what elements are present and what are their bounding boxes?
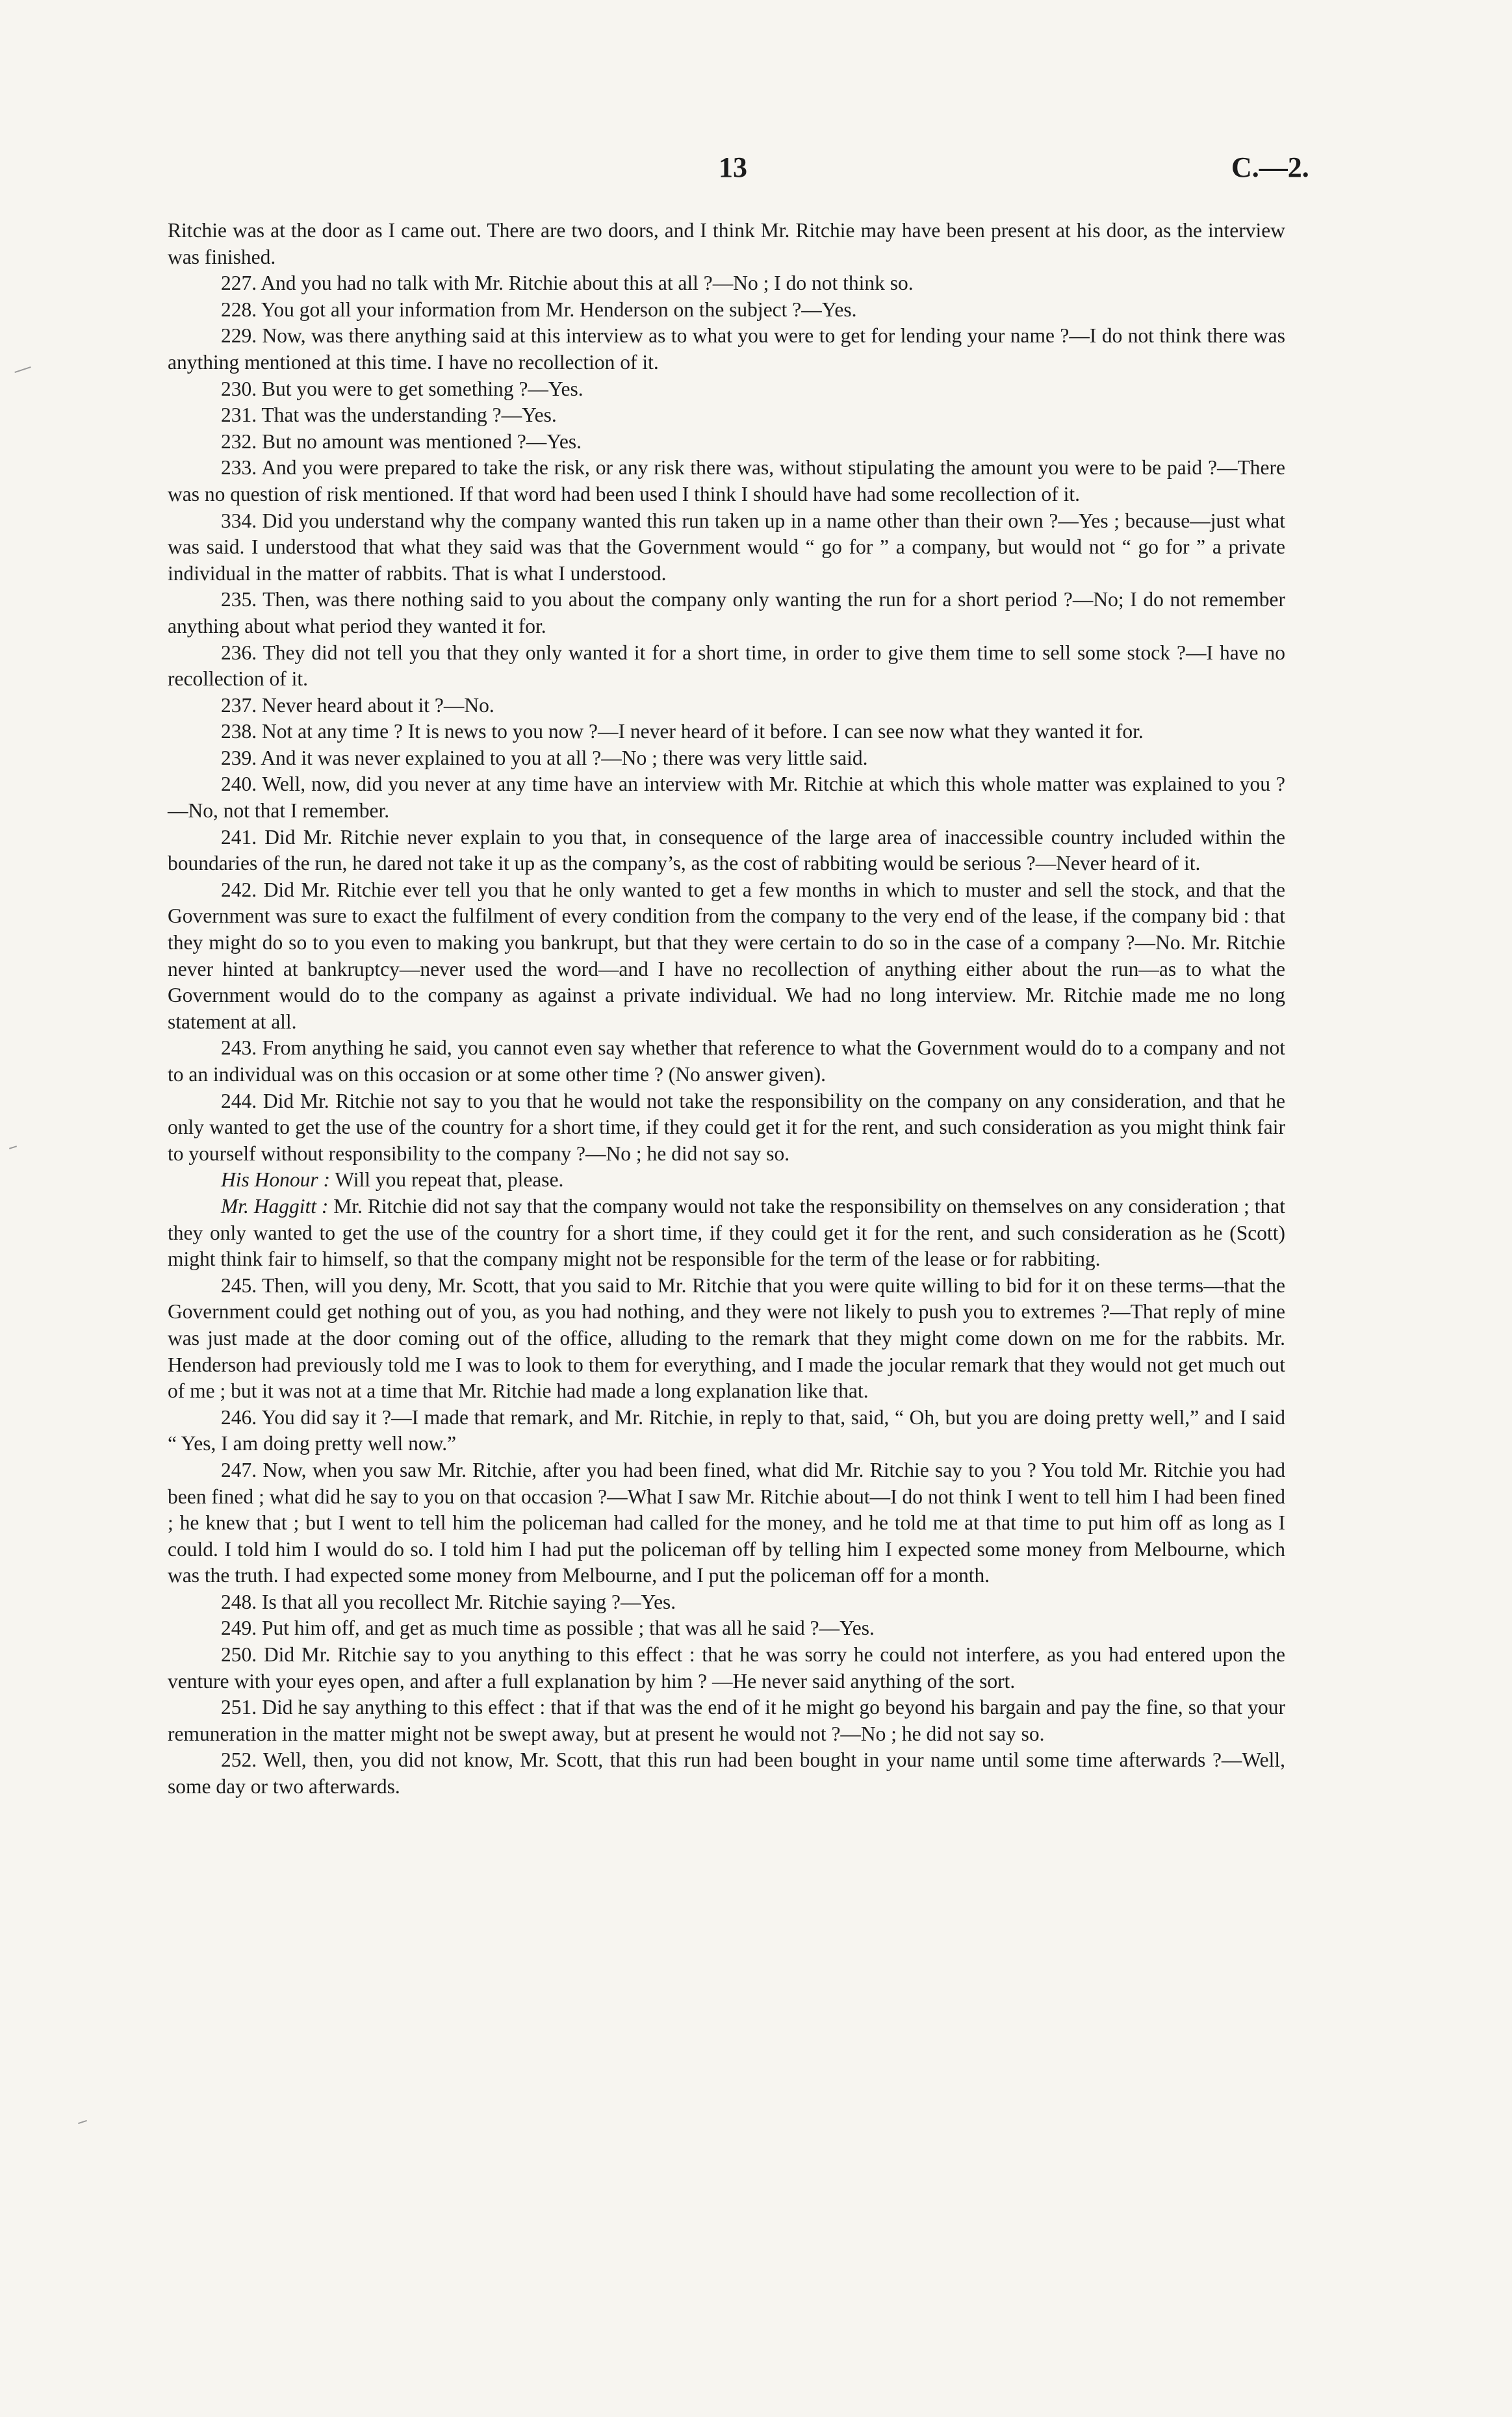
paragraph: Mr. Haggitt : Mr. Ritchie did not say that the company would not take the responsibility on themselves on any consideration ; that they only wanted to get the use of the country for a short time, if they could get it for the rent, and such consideration as he (Scott) might think fair to himself, so that the company might not be responsible for the term of the lease or for rabbiting. xyxy=(168,1194,1285,1271)
paragraph: 249. Put him off, and get as much time as possible ; that was all he said ?—Yes. xyxy=(221,1617,875,1640)
page-number: 13 xyxy=(719,151,747,183)
paragraph: 246. You did say it ?—I made that remark, and Mr. Ritchie, in reply to that, said, “ Oh, but you are doing pretty well,” and I said “ Yes, I am doing pretty well now.” xyxy=(168,1405,1285,1455)
paragraph: 229. Now, was there anything said at this interview as to what you were to get for lending your name ?—I do not think there was anything mentioned at this time. I have no recollection of it. xyxy=(168,324,1285,374)
paragraph: 251. Did he say anything to this effect : that if that was the end of it he might go beyond his bargain and pay the fine, so that your remuneration in the matter might not be swept away, but at present he would not ?—No ; he did not say so. xyxy=(168,1696,1285,1745)
paragraph: 242. Did Mr. Ritchie ever tell you that he only wanted to get a few months in which to muster and sell the stock, and that the Government was sure to exact the fulfilment of every condition from the company to the very end of the lease, if the company bid : that they might do so to you even to making you bankrupt, but that they were certain to do so in the case of a company ?—No. Mr. Ritchie never hinted at bankruptcy—never used the word—and I have no recollection of anything either about the run—as to what the Government would do to the company as against a private individual. We had no long interview. Mr. Ritchie made me no long statement at all. xyxy=(168,878,1285,1033)
margin-mark xyxy=(14,366,31,373)
paragraph: 240. Well, now, did you never at any time have an interview with Mr. Ritchie at which this whole matter was explained to you ?—No, not that I remember. xyxy=(168,773,1285,823)
paragraph: 231. That was the understanding ?—Yes. xyxy=(221,403,557,427)
paragraph: 227. And you had no talk with Mr. Ritchie about this at all ?—No ; I do not think so. xyxy=(221,272,914,295)
paragraph: 239. And it was never explained to you at all ?—No ; there was very little said. xyxy=(221,746,868,769)
paragraph: 237. Never heard about it ?—No. xyxy=(221,693,494,717)
margin-mark xyxy=(78,2120,87,2124)
paragraph: Ritchie was at the door as I came out. There are two doors, and I think Mr. Ritchie may have been present at his door, as the interview was finished. xyxy=(168,219,1285,268)
paragraph: 244. Did Mr. Ritchie not say to you that he would not take the responsibility on the company on any consideration, and that he only wanted to get the use of the country for a short time, if they could get it for the rent, and such consideration as you might think fair to yourself without responsibility to the company ?—No ; he did not say so. xyxy=(168,1089,1285,1165)
document-code: C.—2. xyxy=(1231,151,1309,183)
paragraph: 233. And you were prepared to take the risk, or any risk there was, without stipulating the amount you were to be paid ?—There was no question of risk mentioned. If that word had been used I think I should have had some recollection of it. xyxy=(168,456,1285,505)
paragraph: 236. They did not tell you that they only wanted it for a short time, in order to give them time to sell some stock ?—I have no recollection of it. xyxy=(168,641,1285,691)
speaker-label: His Honour : xyxy=(221,1168,331,1192)
paragraph: 228. You got all your information from Mr. Henderson on the subject ?—Yes. xyxy=(221,298,857,321)
margin-mark xyxy=(9,1145,17,1149)
paragraph: 245. Then, will you deny, Mr. Scott, that you said to Mr. Ritchie that you were quite willing to bid for it on these terms—that the Government could get nothing out of you, as you had nothing, and they were not likely to push you to extremes ?—That reply of mine was just made at the door coming out of the office, alluding to the remark that they might come down on me for the rabbits. Mr. Henderson had previously told me I was to look to them for everything, and I made the jocular remark that they would not get much out of me ; but it was not at a time that Mr. Ritchie had made a long explanation like that. xyxy=(168,1273,1285,1403)
paragraph: 230. But you were to get something ?—Yes. xyxy=(221,377,583,400)
document-body xyxy=(168,218,1285,1800)
paragraph: 235. Then, was there nothing said to you about the company only wanting the run for a short period ?—No; I do not remember anything about what period they wanted it for. xyxy=(168,588,1285,637)
paragraph: His Honour : Will you repeat that, please. xyxy=(221,1168,564,1192)
paragraph: 232. But no amount was mentioned ?—Yes. xyxy=(221,429,582,453)
page-header xyxy=(0,151,1512,190)
paragraph: 334. Did you understand why the company wanted this run taken up in a name other than their own ?—Yes ; because—just what was said. I understood that what they said was that the Government would “ go for ” a company, but would not “ go for ” a private individual in the matter of rabbits. That is what I understood. xyxy=(168,509,1285,585)
paragraph: 241. Did Mr. Ritchie never explain to you that, in consequence of the large area of inaccessible country included within the boundaries of the run, he dared not take it up as the company’s, as the cost of rabbiting would be serious ?—Never heard of it. xyxy=(168,825,1285,875)
paragraph: 247. Now, when you saw Mr. Ritchie, after you had been fined, what did Mr. Ritchie say to you ? You told Mr. Ritchie you had been fined ; what did he say to you on that occasion ?—What I saw Mr. Ritchie about—I do not think I went to tell him I had been fined ; he knew that ; but I went to tell him the policeman had called for the money, and he told me at that time to put him off as long as I could. I told him I would do so. I told him I had put the policeman off by telling him I expected some money from Melbourne, which was the truth. I had expected some money from Melbourne, and I put the policeman off for a month. xyxy=(168,1458,1285,1587)
paragraph: 238. Not at any time ? It is news to you now ?—I never heard of it before. I can see now what they wanted it for. xyxy=(221,720,1144,743)
paragraph: 248. Is that all you recollect Mr. Ritchie saying ?—Yes. xyxy=(221,1590,676,1613)
speaker-label: Mr. Haggitt : xyxy=(221,1194,329,1218)
paragraph: 243. From anything he said, you cannot even say whether that reference to what the Government would do to a company and not to an individual was on this occasion or at some other time ? (No answer given). xyxy=(168,1036,1285,1086)
paragraph: 252. Well, then, you did not know, Mr. Scott, that this run had been bought in your name until some time afterwards ?—Well, some day or two afterwards. xyxy=(168,1748,1285,1798)
paragraph: 250. Did Mr. Ritchie say to you anything to this effect : that he was sorry he could not interfere, as you had entered upon the venture with your eyes open, and after a full explanation by him ? —He never said anything of the sort. xyxy=(168,1643,1285,1693)
